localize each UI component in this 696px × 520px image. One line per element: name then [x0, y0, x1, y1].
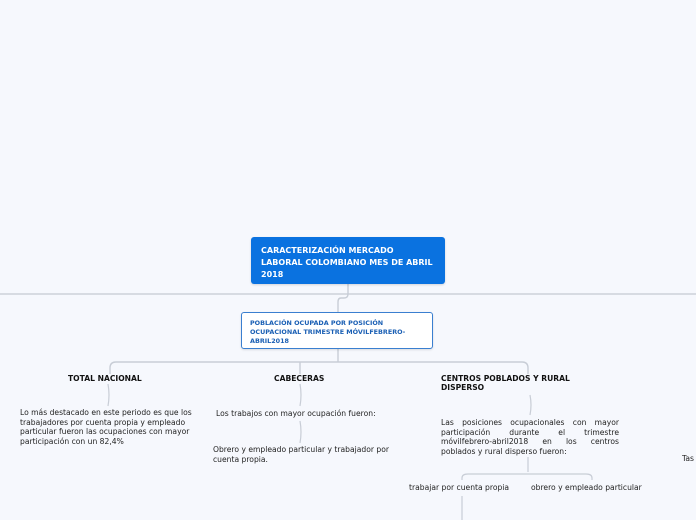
- centros-poblados-node[interactable]: [441, 374, 591, 392]
- central-topic-title: CARACTERIZACIÓN MERCADO LABORAL COLOMBIANO MES DE ABRIL 2018: [261, 246, 433, 279]
- child-obrero-empleado[interactable]: obrero y empleado particular: [531, 483, 642, 492]
- total-nacional-title: TOTAL NACIONAL: [68, 374, 142, 383]
- offscreen-node-fragment: Tas: [682, 454, 694, 463]
- central-topic-node[interactable]: [251, 237, 445, 284]
- cabeceras-node[interactable]: [274, 374, 354, 383]
- total-nacional-detail: Lo más destacado en este periodo es que los trabajadores por cuenta propia y empleado particular fueron las ocupaciones con mayor participación con un 82,4%: [20, 408, 192, 446]
- centros-poblados-detail: Las posiciones ocupacionales con mayor participación durante el trimestre móvilfebrero-abril2018 en los centros poblados y rural disperso fueron:: [441, 418, 619, 456]
- subtopic-title: POBLACIÓN OCUPADA POR POSICIÓN OCUPACIONAL TRIMESTRE MÓVILFEBRERO-ABRIL2018: [250, 319, 406, 345]
- cabeceras-detail: Los trabajos con mayor ocupación fueron:: [216, 409, 376, 418]
- total-nacional-node[interactable]: [68, 374, 178, 383]
- cabeceras-title: CABECERAS: [274, 374, 325, 383]
- subtopic-node[interactable]: [241, 312, 433, 349]
- cabeceras-subdetail: Obrero y empleado particular y trabajador por cuenta propia.: [213, 445, 390, 464]
- child-cuenta-propia[interactable]: trabajar por cuenta propia: [409, 483, 510, 492]
- centros-poblados-title: CENTROS POBLADOS Y RURAL DISPERSO: [441, 374, 570, 392]
